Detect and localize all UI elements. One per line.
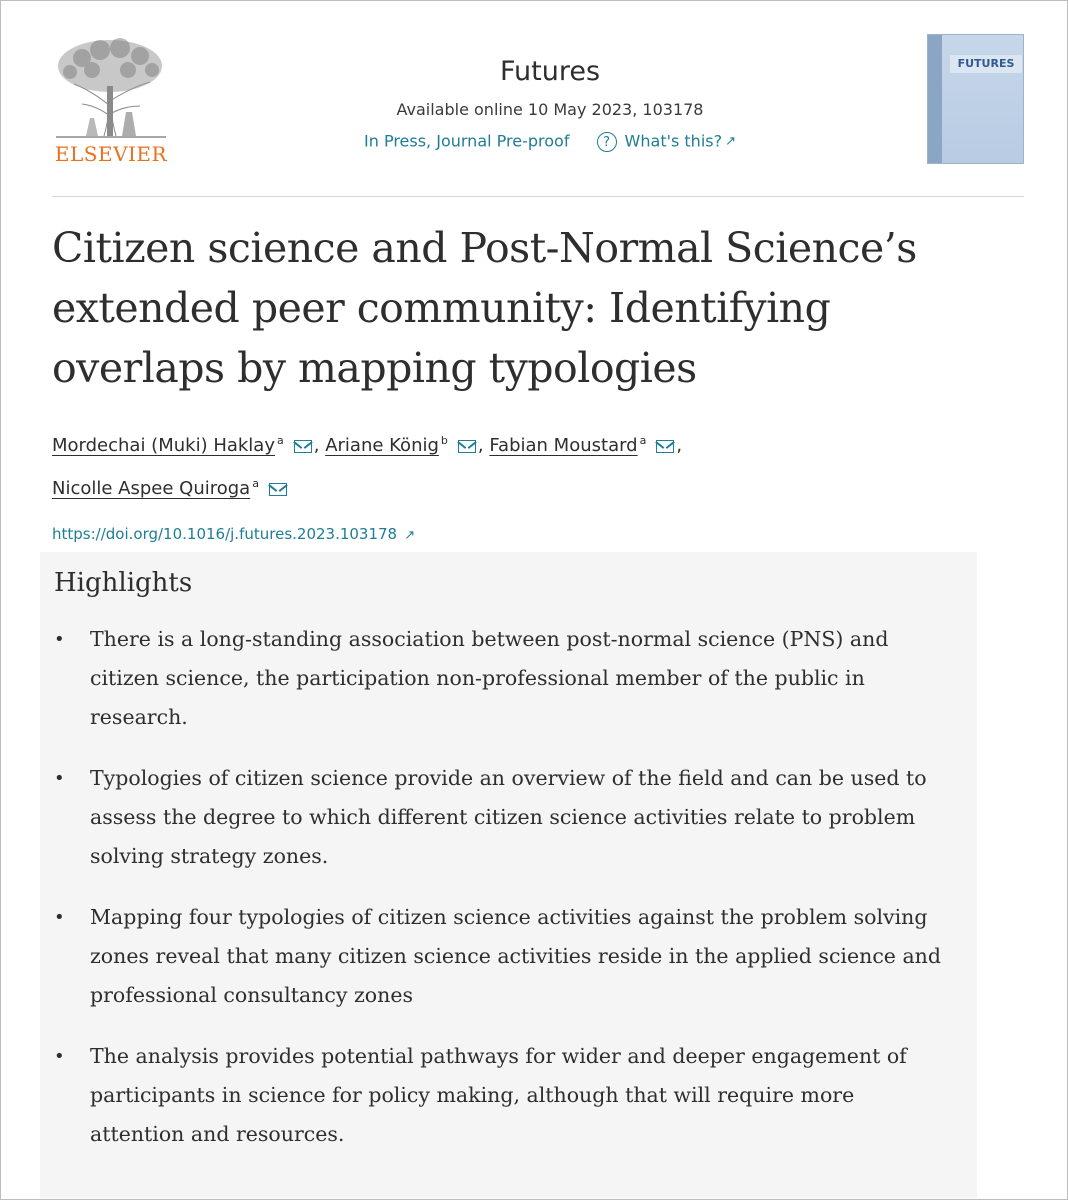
author-name[interactable]: Nicolle Aspee Quiroga [52,478,251,499]
author-name[interactable]: Ariane König [325,435,439,456]
journal-info [300,52,800,154]
whats-this-link[interactable]: What's this? [624,131,723,151]
author-name[interactable]: Fabian Moustard [489,435,638,456]
journal-preproof-link[interactable]: In Press, Journal Pre-proof [364,131,570,151]
envelope-icon[interactable] [269,483,287,496]
journal-name[interactable]: Futures [499,56,601,87]
highlight-item: • The analysis provides potential pathways for wider and deeper engagement of participants in science for policy making, although that will require more attention and resources. [54,1037,954,1154]
publisher-wordmark: ELSEVIER [54,142,168,166]
external-link-icon: ↗ [400,528,416,543]
cover-title: FUTURES [950,55,1022,73]
affiliation-mark[interactable]: a [639,434,647,447]
journal-cover-thumbnail[interactable] [927,34,1024,164]
doi-text[interactable]: https://doi.org/10.1016/j.futures.2023.103178 [52,525,398,543]
affiliation-mark[interactable]: a [252,477,259,490]
availability-date: Available online 10 May 2023, 103178 [396,100,704,119]
highlight-item: • Typologies of citizen science provide an overview of the field and can be used to assess the degree to which different citizen science activities relate to problem solving strategy zones. [54,759,954,876]
external-link-icon: ↗ [725,133,736,149]
header-divider [52,196,1024,197]
author-list: Mordechai (Muki) Haklay $^a$ , Ariane König $^b$ , Fabian Moustard $^a$ , Nicolle Aspee Quiroga $^a$ [52,434,683,499]
tree-emblem-icon [52,36,170,140]
highlights-section [40,552,977,1198]
cover-stripe [928,35,942,163]
affiliation-mark[interactable]: b [440,434,448,447]
highlight-item: • Mapping four typologies of citizen science activities against the problem solving zones reveal that many citizen science activities reside in the applied science and professional consultancy zones [54,898,954,1015]
envelope-icon[interactable] [656,440,674,453]
envelope-icon[interactable] [458,440,476,453]
article-title: Citizen science and Post-Normal Science’s extended peer community: Identifying overlaps by mapping typologies [52,224,917,392]
author-name[interactable]: Mordechai (Muki) Haklay [52,435,275,456]
highlights-list [54,620,954,1176]
question-circle-icon[interactable]: ? [597,132,617,152]
highlights-heading: Highlights [54,568,193,598]
doi-link[interactable] [52,522,415,548]
envelope-icon[interactable] [294,440,312,453]
status-row [300,129,800,154]
affiliation-mark[interactable]: a [277,434,284,447]
highlight-item: • There is a long-standing association between post-normal science (PNS) and citizen science, the participation non-professional member of the public in research. [54,620,954,737]
elsevier-logo[interactable] [52,36,170,166]
